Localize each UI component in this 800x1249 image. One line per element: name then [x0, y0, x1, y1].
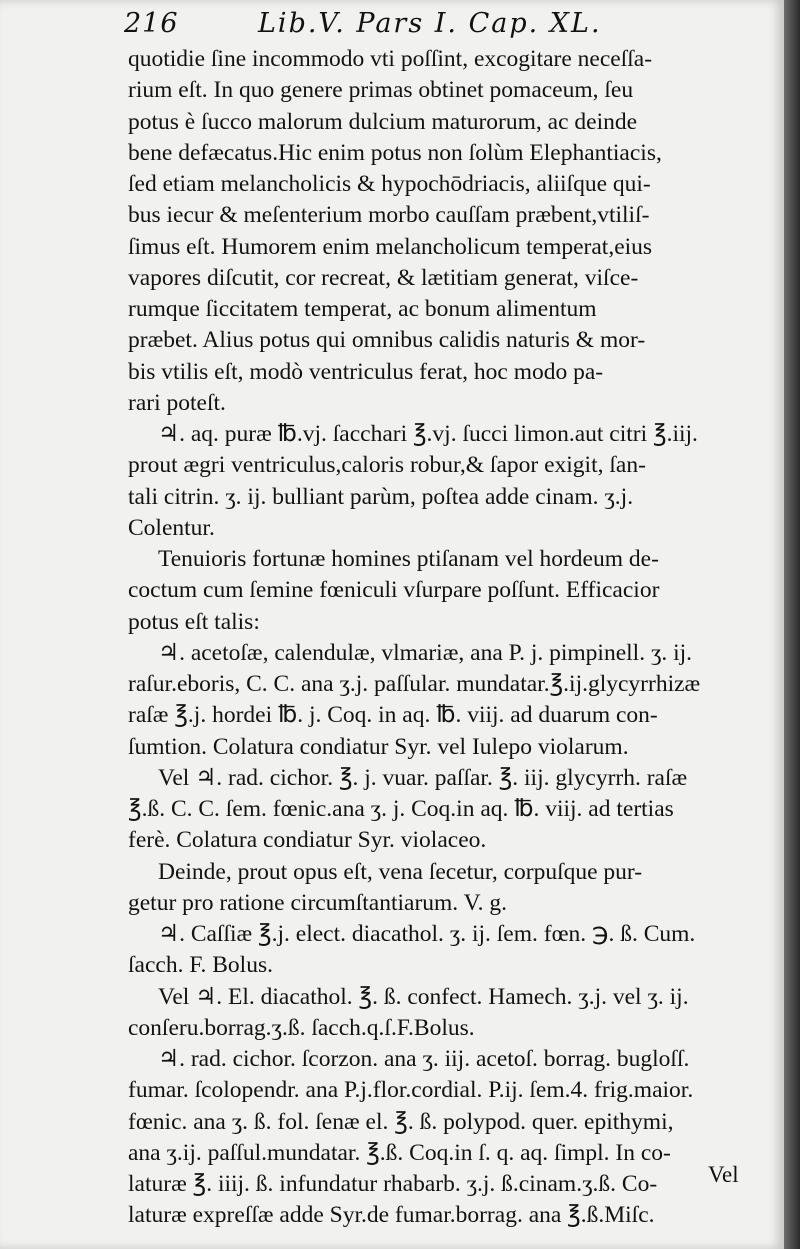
running-head-title: Lib.V. Pars I. Cap. XL.: [258, 8, 602, 39]
running-head: [124, 4, 744, 44]
text-line: coctum cum ſemine fœniculi vſurpare poſſunt. Efficacior: [128, 577, 660, 604]
text-line: bis vtilis eſt, modò ventriculus ferat, hoc modo pa-: [128, 358, 604, 385]
text-line: ferè. Colatura condiatur Syr. violaceo.: [128, 827, 487, 854]
text-line: Colentur.: [128, 514, 215, 541]
text-line: ana ʒ.ij. paſſul.mundatar. ℥.ß. Coq.in ſ. q. aq. ſimpl. In co-: [128, 1139, 671, 1166]
text-line: raſæ ℥.j. hordei ℔. j. Coq. in aq. ℔. viij. ad duarum con-: [128, 702, 658, 729]
recipe-line: ♃. aq. puræ ℔.vj. ſacchari ℥.vj. ſucci limon.aut citri ℥.iij.: [158, 421, 698, 447]
text-line: vapores diſcutit, cor recreat, & lætitiam generat, viſce-: [128, 264, 639, 291]
text-line: laturæ expreſſæ adde Syr.de fumar.borrag. ana ℥.ß.Miſc.: [128, 1202, 655, 1229]
paragraph-start-line: Tenuioris fortunæ homines ptiſanam vel hordeum de-: [158, 546, 659, 572]
text-line: rium eſt. In quo genere primas obtinet pomaceum, ſeu: [128, 77, 634, 104]
text-line: ſumtion. Colatura condiatur Syr. vel Iulepo violarum.: [128, 733, 629, 760]
text-line: conſeru.borrag.ʒ.ß. ſacch.q.ſ.F.Bolus.: [128, 1014, 475, 1041]
text-line: fœnic. ana ʒ. ß. fol. ſenæ el. ℥. ß. polypod. quer. epithymi,: [128, 1108, 674, 1135]
text-line: præbet. Alius potus qui omnibus calidis naturis & mor-: [128, 327, 646, 354]
text-line: bene defæcatus.Hic enim potus non ſolùm Elephantiacis,: [128, 139, 662, 166]
text-line: laturæ ℥. iiij. ß. infundatur rhabarb. ʒ.j. ß.cinam.ʒ.ß. Co-: [128, 1171, 658, 1197]
body-text: [128, 44, 748, 1232]
text-line: ſed etiam melancholicis & hypochōdriacis, aliiſque qui-: [128, 171, 651, 197]
text-line: rari poteſt.: [128, 389, 226, 416]
text-line: rumque ſiccitatem temperat, ac bonum alimentum: [128, 296, 597, 322]
text-line: fumar. ſcolopendr. ana P.j.flor.cordial. P.ij. ſem.4. frig.maior.: [128, 1077, 694, 1104]
page-gutter-shadow: [784, 0, 800, 1249]
text-line: quotidie ſine incommodo vti poſſint, excogitare neceſſa-: [128, 46, 653, 72]
text-line: ſimus eſt. Humorem enim melancholicum temperat,eius: [128, 233, 653, 260]
text-line: potus eſt talis:: [128, 608, 260, 635]
page-number: 216: [124, 8, 179, 39]
text-line: potus è ſucco malorum dulcium maturorum, ac deinde: [128, 108, 638, 135]
text-line: raſur.eboris, C. C. ana ʒ.j. paſſular. mundatar.℥.ij.glycyrrhizæ: [128, 671, 701, 697]
recipe-line: ♃. Caſſiæ ℥.j. elect. diacathol. ʒ. ij. ſem. fœn. ℈. ß. Cum.: [158, 921, 696, 947]
text-line: getur pro ratione circumſtantiarum. V. g.: [128, 889, 507, 916]
recipe-line: ♃. rad. cichor. ſcorzon. ana ʒ. iij. acetoſ. borrag. bugloſſ.: [158, 1046, 690, 1072]
recipe-line: ♃. acetoſæ, calendulæ, vlmariæ, ana P. j. pimpinell. ʒ. ij.: [158, 639, 693, 666]
paragraph-start-line: Deinde, prout opus eſt, vena ſecetur, corpuſque pur-: [158, 858, 643, 885]
catchword: Vel: [708, 1162, 739, 1187]
text-line: prout ægri ventriculus,caloris robur,& ſapor exigit, ſan-: [128, 452, 646, 479]
recipe-line: Vel ♃. El. diacathol. ℥. ß. confect. Hamech. ʒ.j. vel ʒ. ij.: [158, 983, 689, 1010]
text-line: bus iecur & meſenterium morbo cauſſam præbent,vtiliſ-: [128, 202, 650, 229]
text-line: ſacch. F. Bolus.: [128, 952, 273, 979]
text-line: tali citrin. ʒ. ij. bulliant parùm, poſtea adde cinam. ʒ.j.: [128, 483, 634, 510]
text-line: ℥.ß. C. C. ſem. fœnic.ana ʒ. j. Coq.in aq. ℔. viij. ad tertias: [128, 796, 674, 822]
recipe-line: Vel ♃. rad. cichor. ℥. j. vuar. paſſar. ℥. iij. glycyrrh. raſæ: [158, 764, 688, 791]
